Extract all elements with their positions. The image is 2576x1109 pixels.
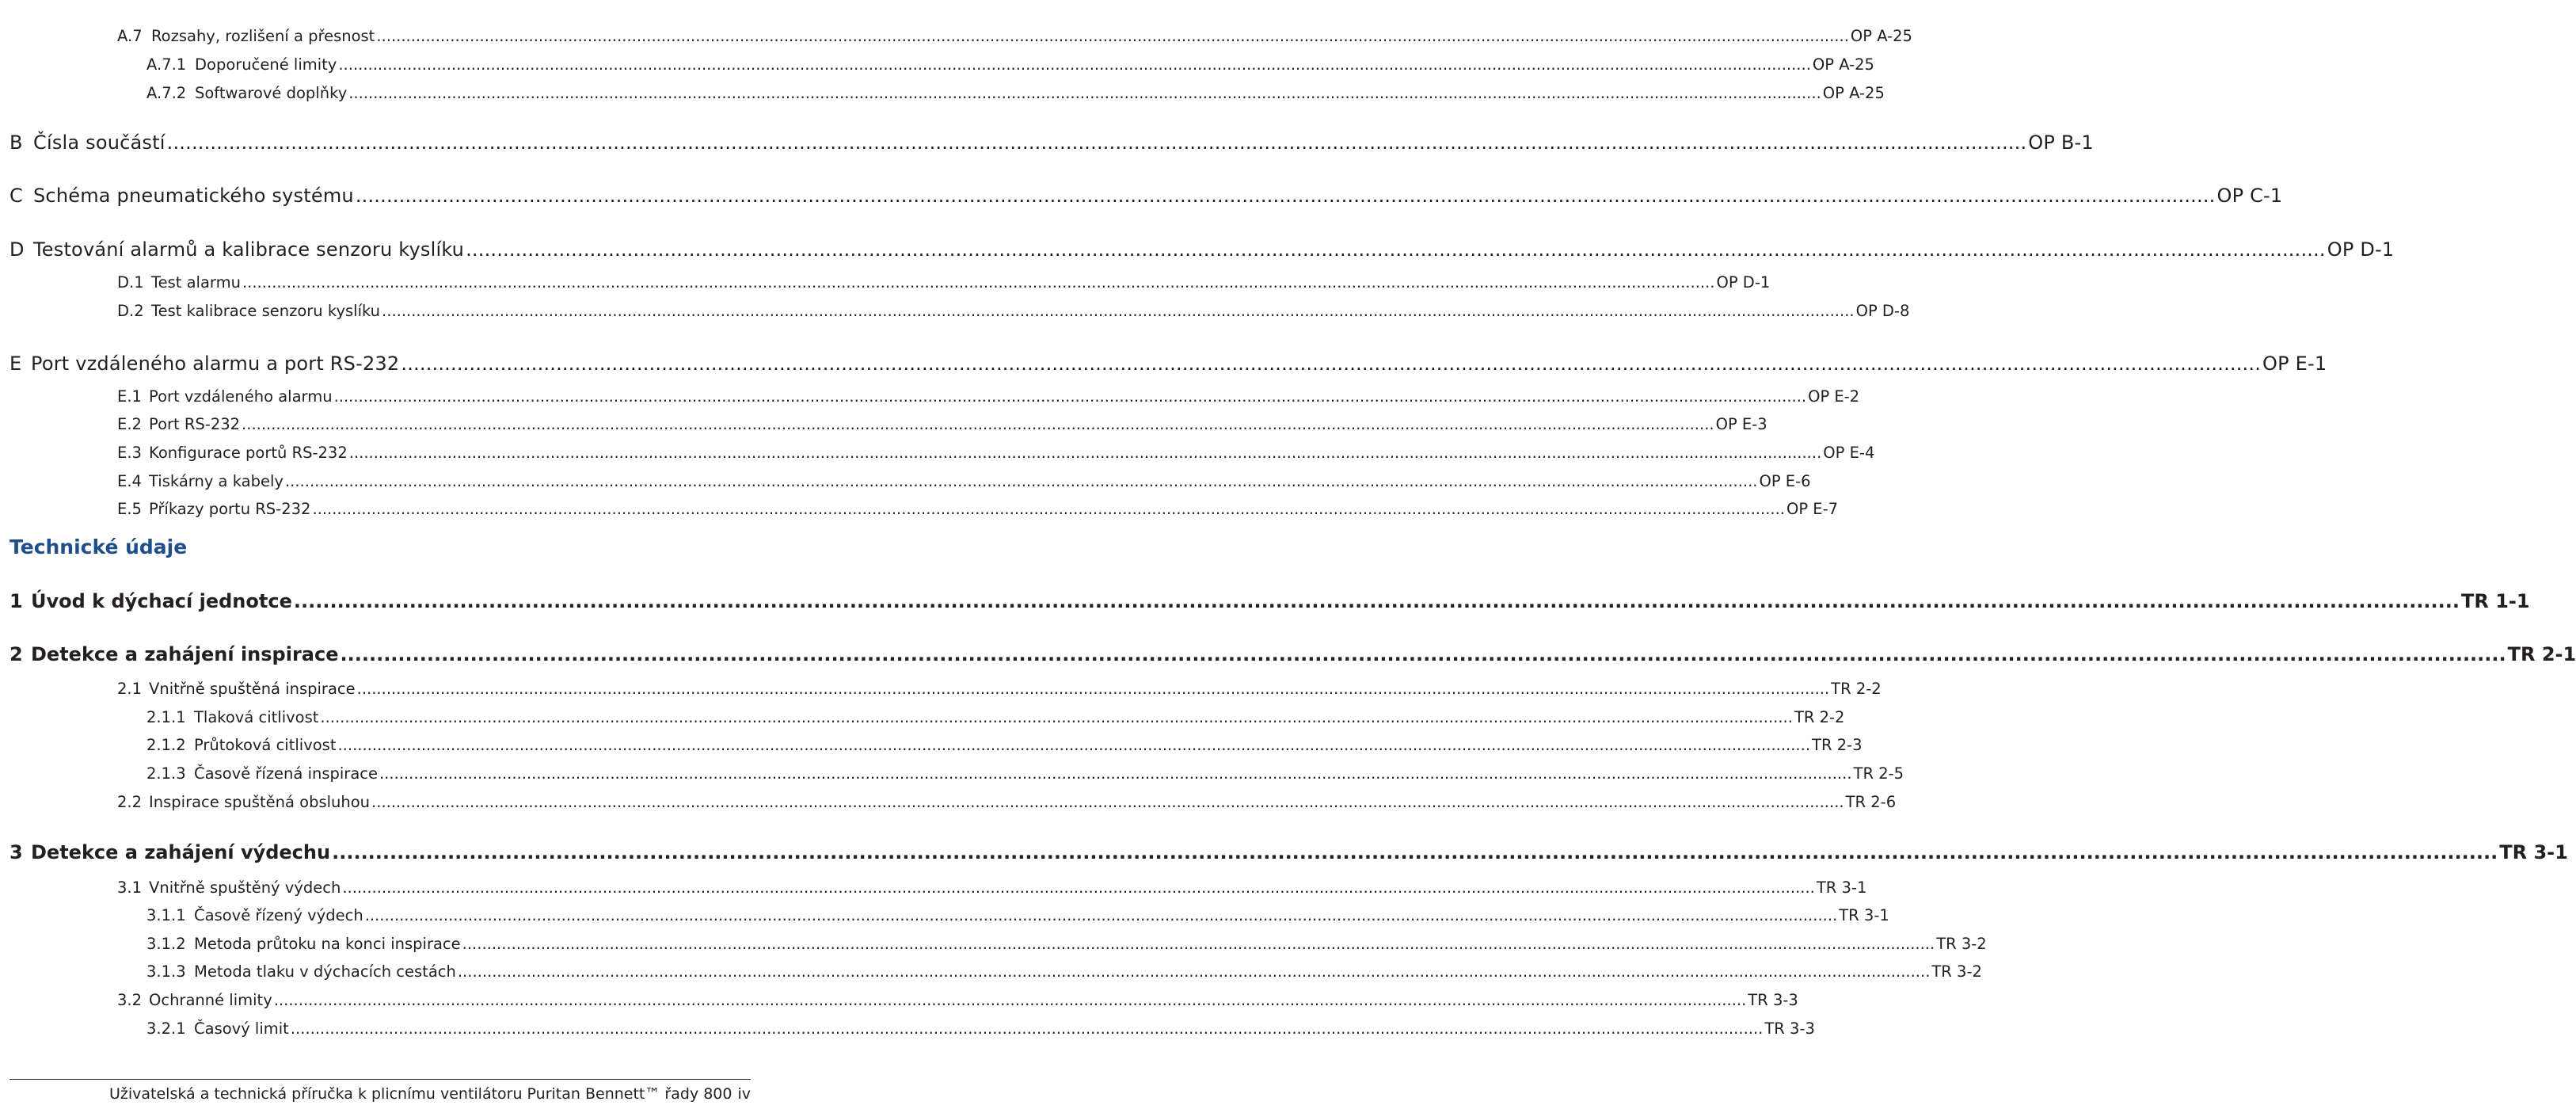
- leader-dots: ............................................................................................................................................................................................................................................................................................................: [320, 708, 1793, 726]
- toc-entry-page: OP D-1: [1716, 273, 1771, 292]
- toc-entry-page: TR 2-6: [1845, 793, 1897, 811]
- toc-entry-title: Ochranné limity: [149, 991, 272, 1009]
- toc-entry-2-1-3[interactable]: [146, 764, 1904, 783]
- toc-entry-label: [117, 991, 272, 1009]
- toc-entry-label: [117, 500, 310, 518]
- toc-entry-page: OP C-1: [2216, 185, 2283, 207]
- toc-entry-page: TR 3-1: [1816, 878, 1867, 897]
- toc-entry-3-1-1[interactable]: [146, 906, 1889, 924]
- toc-entry-3-2-1[interactable]: [146, 1019, 1815, 1038]
- toc-entry-label: [146, 84, 347, 102]
- toc-entry-title: Průtoková citlivost: [194, 736, 337, 754]
- toc-entry-title: Port vzdáleného alarmu: [149, 387, 333, 406]
- toc-entry-page: OP E-3: [1715, 415, 1767, 433]
- toc-entry-title: Tiskárny a kabely: [149, 472, 283, 490]
- toc-entry-a7[interactable]: [117, 27, 1912, 45]
- toc-entry-title: Port vzdáleného alarmu a port RS-232: [31, 353, 400, 375]
- toc-entry-label: [117, 273, 241, 292]
- toc-entry-label: [146, 736, 336, 754]
- toc-entry-number: 3.1.2: [146, 935, 186, 953]
- toc-entry-label: [117, 680, 356, 698]
- toc-entry-label: [117, 302, 380, 320]
- toc-entry-label: [10, 238, 464, 261]
- toc-entry-2-2[interactable]: [117, 793, 1897, 811]
- toc-entry-title: Čísla součástí: [33, 131, 166, 154]
- toc-entry-page: TR 1-1: [2461, 590, 2530, 612]
- toc-entry-label: [10, 643, 338, 665]
- part-title: Technické údaje: [10, 535, 188, 558]
- toc-entry-label: [146, 962, 456, 981]
- toc-entry-label: [117, 878, 341, 897]
- toc-entry-title: Test kalibrace senzoru kyslíku: [151, 302, 381, 320]
- leader-dots: ............................................................................................................................................................................................................................................................................................................: [376, 27, 1849, 45]
- toc-entry-3-1-2[interactable]: [146, 935, 1987, 953]
- toc-entry-number: E.4: [117, 472, 142, 490]
- toc-entry-label: [117, 387, 333, 406]
- toc-entry-number: 1: [10, 590, 23, 612]
- toc-entry-title: Schéma pneumatického systému: [33, 185, 354, 207]
- toc-entry-d1[interactable]: [117, 273, 1771, 292]
- toc-entry-number: 3.2: [117, 991, 143, 1009]
- toc-entry-page: OP E-4: [1823, 444, 1875, 462]
- toc-entry-label: [10, 185, 354, 207]
- leader-dots: ............................................................................................................................................................................................................................................................................................................: [338, 55, 1811, 74]
- toc-entry-page: TR 2-1: [2507, 643, 2576, 665]
- leader-dots: ............................................................................................................................................................................................................................................................................................................: [355, 185, 2216, 207]
- toc-entry-label: [146, 55, 337, 74]
- toc-entry-page: OP E-6: [1759, 472, 1811, 490]
- toc-entry-page: TR 2-5: [1853, 764, 1904, 783]
- toc-entry-page: OP D-8: [1855, 302, 1910, 320]
- toc-entry-title: Časově řízený výdech: [194, 906, 363, 924]
- toc-entry-page: TR 3-1: [2499, 841, 2568, 863]
- toc-entry-page: OP E-2: [1808, 387, 1860, 406]
- toc-entry-number: C: [10, 185, 23, 207]
- leader-dots: ............................................................................................................................................................................................................................................................................................................: [342, 878, 1815, 897]
- toc-entry-title: Softwarové doplňky: [195, 84, 348, 102]
- leader-dots: ............................................................................................................................................................................................................................................................................................................: [166, 131, 2027, 154]
- toc-entry-label: [146, 935, 461, 953]
- toc-entry-3[interactable]: [10, 841, 2568, 863]
- toc-entry-2-1-1[interactable]: [146, 708, 1845, 726]
- toc-entry-title: Doporučené limity: [195, 55, 337, 74]
- leader-dots: ............................................................................................................................................................................................................................................................................................................: [401, 353, 2262, 375]
- toc-entry-number: E.2: [117, 415, 142, 433]
- toc-entry-page: TR 3-1: [1839, 906, 1889, 924]
- toc-entry-title: Metoda tlaku v dýchacích cestách: [194, 962, 456, 981]
- toc-entry-title: Port RS-232: [149, 415, 241, 433]
- toc-entry-number: E: [10, 353, 22, 375]
- toc-entry-number: 3.1: [117, 878, 143, 897]
- leader-dots: ............................................................................................................................................................................................................................................................................................................: [348, 444, 1822, 462]
- toc-entry-title: Test alarmu: [151, 273, 241, 292]
- toc-entry-a72[interactable]: [146, 84, 1885, 102]
- toc-entry-number: D.2: [117, 302, 144, 320]
- toc-entry-d2[interactable]: [117, 302, 1910, 320]
- toc-entry-e1[interactable]: [117, 387, 1860, 406]
- toc-entry-title: Úvod k dýchací jednotce: [31, 590, 292, 612]
- footer-title: Uživatelská a technická příručka k plicnímu ventilátoru Puritan Bennett™ řady 800: [109, 1085, 732, 1103]
- toc-entry-number: D.1: [117, 273, 144, 292]
- toc-entry-e2[interactable]: [117, 415, 1767, 433]
- toc-entry-1[interactable]: [10, 590, 2530, 612]
- leader-dots: ............................................................................................................................................................................................................................................................................................................: [242, 273, 1715, 292]
- toc-entry-page: OP D-1: [2327, 238, 2395, 261]
- toc-entry-label: [117, 472, 283, 490]
- toc-entry-page: TR 2-2: [1794, 708, 1845, 726]
- toc-entry-number: E.5: [117, 500, 142, 518]
- toc-entry-number: 2.1.1: [146, 708, 186, 726]
- leader-dots: ............................................................................................................................................................................................................................................................................................................: [312, 500, 1785, 518]
- toc-entry-title: Časově řízená inspirace: [194, 764, 378, 783]
- toc-entry-title: Testování alarmů a kalibrace senzoru kyslíku: [33, 238, 465, 261]
- leader-dots: ............................................................................................................................................................................................................................................................................................................: [462, 935, 1935, 953]
- toc-entry-label: [10, 841, 330, 863]
- toc-entry-3-2[interactable]: [117, 991, 1798, 1009]
- toc-entry-label: [117, 793, 370, 811]
- toc-entry-e5[interactable]: [117, 500, 1839, 518]
- toc-entry-page: OP A-25: [1812, 55, 1874, 74]
- toc-entry-title: Konfigurace portů RS-232: [149, 444, 348, 462]
- toc-entry-title: Časový limit: [194, 1019, 289, 1038]
- toc-entry-title: Inspirace spuštěná obsluhou: [149, 793, 371, 811]
- leader-dots: ............................................................................................................................................................................................................................................................................................................: [340, 643, 2506, 665]
- toc-entry-title: Metoda průtoku na konci inspirace: [194, 935, 461, 953]
- toc-entry-number: E.1: [117, 387, 142, 406]
- toc-entry-title: Tlaková citlivost: [194, 708, 319, 726]
- leader-dots: ............................................................................................................................................................................................................................................................................................................: [379, 764, 1852, 783]
- leader-dots: ............................................................................................................................................................................................................................................................................................................: [348, 84, 1821, 102]
- leader-dots: ............................................................................................................................................................................................................................................................................................................: [457, 962, 1931, 981]
- toc-entry-title: Detekce a zahájení výdechu: [31, 841, 331, 863]
- leader-dots: ............................................................................................................................................................................................................................................................................................................: [293, 590, 2460, 612]
- toc-entry-title: Vnitřně spuštěná inspirace: [149, 680, 356, 698]
- toc-entry-number: A.7.1: [146, 55, 187, 74]
- toc-entry-page: TR 3-2: [1936, 935, 1987, 953]
- toc-entry-title: Rozsahy, rozlišení a přesnost: [151, 27, 375, 45]
- toc-entry-2-1-2[interactable]: [146, 736, 1863, 754]
- toc-entry-number: 3.1.3: [146, 962, 186, 981]
- toc-entry-b[interactable]: [10, 131, 2094, 154]
- toc-entry-title: Detekce a zahájení inspirace: [31, 643, 339, 665]
- toc-entry-label: [10, 353, 399, 375]
- toc-entry-page: TR 2-3: [1812, 736, 1863, 754]
- footer-rule: [10, 1079, 751, 1080]
- toc-entry-label: [117, 27, 375, 45]
- leader-dots: ............................................................................................................................................................................................................................................................................................................: [356, 680, 1830, 698]
- leader-dots: ............................................................................................................................................................................................................................................................................................................: [242, 415, 1714, 433]
- toc-entry-page: TR 3-3: [1764, 1019, 1815, 1038]
- toc-entry-number: 2.2: [117, 793, 143, 811]
- toc-entry-number: D: [10, 238, 25, 261]
- leader-dots: ............................................................................................................................................................................................................................................................................................................: [382, 302, 1855, 320]
- toc-entry-3-1-3[interactable]: [146, 962, 1982, 981]
- toc-entry-number: 3: [10, 841, 23, 863]
- toc-entry-page: TR 2-2: [1831, 680, 1882, 698]
- leader-dots: ............................................................................................................................................................................................................................................................................................................: [273, 991, 1747, 1009]
- toc-entry-page: TR 3-2: [1931, 962, 1982, 981]
- toc-entry-e3[interactable]: [117, 444, 1875, 462]
- leader-dots: ............................................................................................................................................................................................................................................................................................................: [284, 472, 1758, 490]
- toc-entry-number: E.3: [117, 444, 142, 462]
- toc-entry-page: TR 3-3: [1748, 991, 1798, 1009]
- toc-entry-label: [146, 1019, 289, 1038]
- toc-entry-title: Příkazy portu RS-232: [149, 500, 311, 518]
- toc-entry-page: OP A-25: [1822, 84, 1885, 102]
- toc-entry-e[interactable]: [10, 353, 2327, 375]
- toc-entry-label: [10, 590, 292, 612]
- toc-entry-number: 3.2.1: [146, 1019, 186, 1038]
- leader-dots: ............................................................................................................................................................................................................................................................................................................: [364, 906, 1838, 924]
- toc-entry-number: 2: [10, 643, 23, 665]
- toc-entry-label: [146, 708, 318, 726]
- toc-entry-number: 2.1: [117, 680, 143, 698]
- toc-entry-c[interactable]: [10, 185, 2283, 207]
- leader-dots: ............................................................................................................................................................................................................................................................................................................: [332, 841, 2498, 863]
- footer-page-number: iv: [737, 1085, 751, 1103]
- leader-dots: ............................................................................................................................................................................................................................................................................................................: [333, 387, 1807, 406]
- toc-entry-page: OP E-1: [2262, 353, 2327, 375]
- toc-entry-page: OP B-1: [2028, 131, 2094, 154]
- toc-entry-number: 3.1.1: [146, 906, 186, 924]
- toc-entry-2-1[interactable]: [117, 680, 1882, 698]
- leader-dots: ............................................................................................................................................................................................................................................................................................................: [371, 793, 1844, 811]
- toc-entry-label: [117, 415, 240, 433]
- toc-entry-page: OP A-25: [1850, 27, 1912, 45]
- toc-entry-d[interactable]: [10, 238, 2395, 261]
- toc-entry-a71[interactable]: [146, 55, 1874, 74]
- leader-dots: ............................................................................................................................................................................................................................................................................................................: [337, 736, 1811, 754]
- toc-entry-label: [10, 131, 166, 154]
- toc-entry-number: 2.1.2: [146, 736, 186, 754]
- leader-dots: ............................................................................................................................................................................................................................................................................................................: [466, 238, 2326, 261]
- toc-entry-label: [146, 906, 363, 924]
- toc-entry-2[interactable]: [10, 643, 2576, 665]
- toc-entry-label: [117, 444, 348, 462]
- toc-entry-page: OP E-7: [1786, 500, 1839, 518]
- toc-entry-label: [146, 764, 378, 783]
- toc-entry-number: A.7.2: [146, 84, 187, 102]
- toc-entry-e4[interactable]: [117, 472, 1811, 490]
- leader-dots: ............................................................................................................................................................................................................................................................................................................: [290, 1019, 1764, 1038]
- toc-entry-title: Vnitřně spuštěný výdech: [149, 878, 341, 897]
- toc-entry-number: 2.1.3: [146, 764, 186, 783]
- toc-entry-3-1[interactable]: [117, 878, 1867, 897]
- toc-entry-number: A.7: [117, 27, 143, 45]
- toc-entry-number: B: [10, 131, 23, 154]
